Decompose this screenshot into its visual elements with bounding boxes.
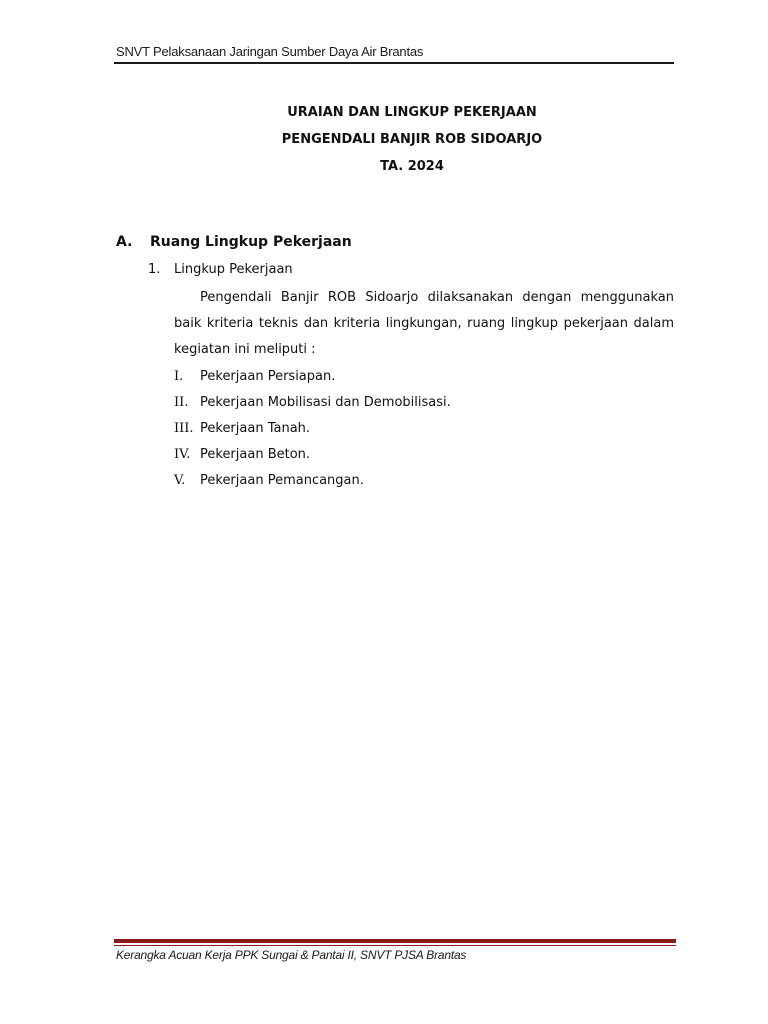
- list-item-text: Pekerjaan Tanah.: [200, 421, 311, 436]
- header-divider: [114, 62, 674, 64]
- document-title: [150, 103, 674, 184]
- list-item: [174, 416, 451, 442]
- section-a-heading: [116, 234, 352, 250]
- list-item-numeral: I.: [174, 369, 184, 384]
- list-item: [174, 390, 451, 416]
- subsection-1-title: Lingkup Pekerjaan: [174, 262, 293, 277]
- page-footer: Kerangka Acuan Kerja PPK Sungai & Pantai II, SNVT PJSA Brantas: [116, 948, 467, 962]
- list-item-numeral: III.: [174, 421, 194, 436]
- subsection-1-heading: [148, 262, 293, 277]
- title-line-1: URAIAN DAN LINGKUP PEKERJAAN: [287, 105, 537, 120]
- section-a-title: Ruang Lingkup Pekerjaan: [150, 234, 352, 250]
- list-item: [174, 364, 451, 390]
- subsection-1-number: 1.: [148, 262, 161, 277]
- list-item: [174, 468, 451, 494]
- title-line-2: PENGENDALI BANJIR ROB SIDOARJO: [281, 132, 543, 147]
- list-item-text: Pekerjaan Mobilisasi dan Demobilisasi.: [200, 395, 451, 410]
- list-item-numeral: V.: [174, 473, 186, 488]
- scope-paragraph: Pengendali Banjir ROB Sidoarjo dilaksanakan dengan menggunakan baik kriteria teknis dan kriteria lingkungan, ruang lingkup pekerjaan dalam kegiatan ini meliputi :: [174, 290, 674, 357]
- title-line-3: TA. 2024: [380, 159, 444, 174]
- list-item-text: Pekerjaan Persiapan.: [200, 369, 336, 384]
- list-item-text: Pekerjaan Pemancangan.: [200, 473, 364, 488]
- footer-divider-thick: [114, 939, 676, 943]
- footer-divider-thin: [114, 945, 676, 946]
- list-item-text: Pekerjaan Beton.: [200, 447, 311, 462]
- work-items-list: [174, 364, 451, 494]
- section-a-letter: A.: [116, 234, 133, 250]
- page-header: SNVT Pelaksanaan Jaringan Sumber Daya Air Brantas: [116, 44, 424, 59]
- list-item: [174, 442, 451, 468]
- list-item-numeral: IV.: [174, 447, 191, 462]
- list-item-numeral: II.: [174, 395, 189, 410]
